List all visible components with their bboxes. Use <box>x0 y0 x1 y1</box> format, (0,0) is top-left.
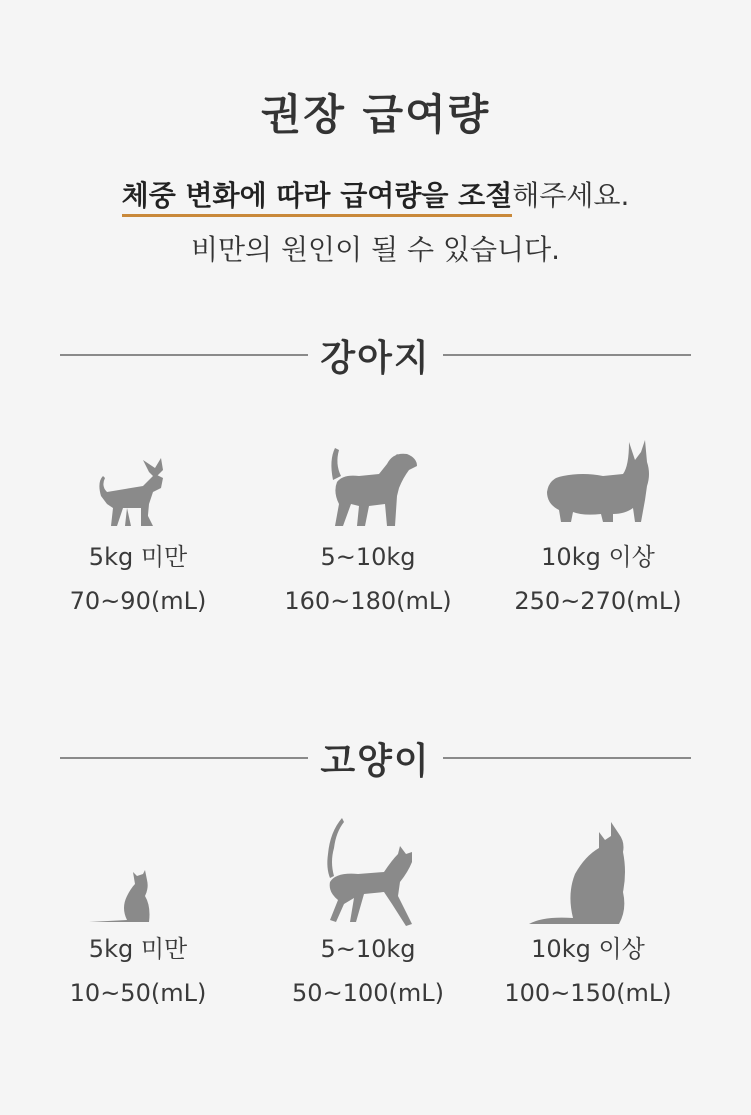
dog-section-label: 강아지 <box>320 337 431 379</box>
intro-line-2: 비만의 원인이 될 수 있습니다. <box>190 233 561 266</box>
amount-label: 70~90(mL) <box>69 587 207 615</box>
amount-label: 100~150(mL) <box>504 979 672 1007</box>
weight-label: 5kg 미만 <box>88 935 188 963</box>
medium-cat-icon <box>308 812 428 932</box>
cat-section-header <box>60 733 691 783</box>
divider-line <box>60 757 308 759</box>
dog-item-large <box>498 430 698 618</box>
cat-item-large <box>488 812 688 1010</box>
weight-label: 10kg 이상 <box>541 543 655 571</box>
divider-line <box>443 354 691 356</box>
divider-line <box>443 757 691 759</box>
amount-label: 250~270(mL) <box>514 587 682 615</box>
small-dog-icon <box>83 430 193 540</box>
weight-label: 5kg 미만 <box>88 543 188 571</box>
small-cat-icon <box>83 812 193 932</box>
intro-line-1 <box>0 174 751 214</box>
intro-highlight: 체중 변화에 따라 급여량을 조절 <box>122 179 513 217</box>
cat-item-small <box>38 812 238 1010</box>
medium-dog-icon <box>313 430 423 540</box>
weight-label: 5~10kg <box>320 543 416 571</box>
weight-label: 10kg 이상 <box>531 935 645 963</box>
dog-item-small <box>38 430 238 618</box>
large-cat-icon <box>523 812 653 932</box>
amount-label: 160~180(mL) <box>284 587 452 615</box>
amount-label: 10~50(mL) <box>69 979 207 1007</box>
dog-section-header <box>60 330 691 380</box>
cat-section-label: 고양이 <box>320 740 431 782</box>
large-dog-icon <box>533 430 663 540</box>
weight-label: 5~10kg <box>320 935 416 963</box>
amount-label: 50~100(mL) <box>292 979 444 1007</box>
intro-rest: 해주세요. <box>512 179 630 212</box>
cat-item-medium <box>268 812 468 1010</box>
divider-line <box>60 354 308 356</box>
page-title: 권장 급여량 <box>260 90 491 139</box>
dog-item-medium <box>268 430 468 618</box>
